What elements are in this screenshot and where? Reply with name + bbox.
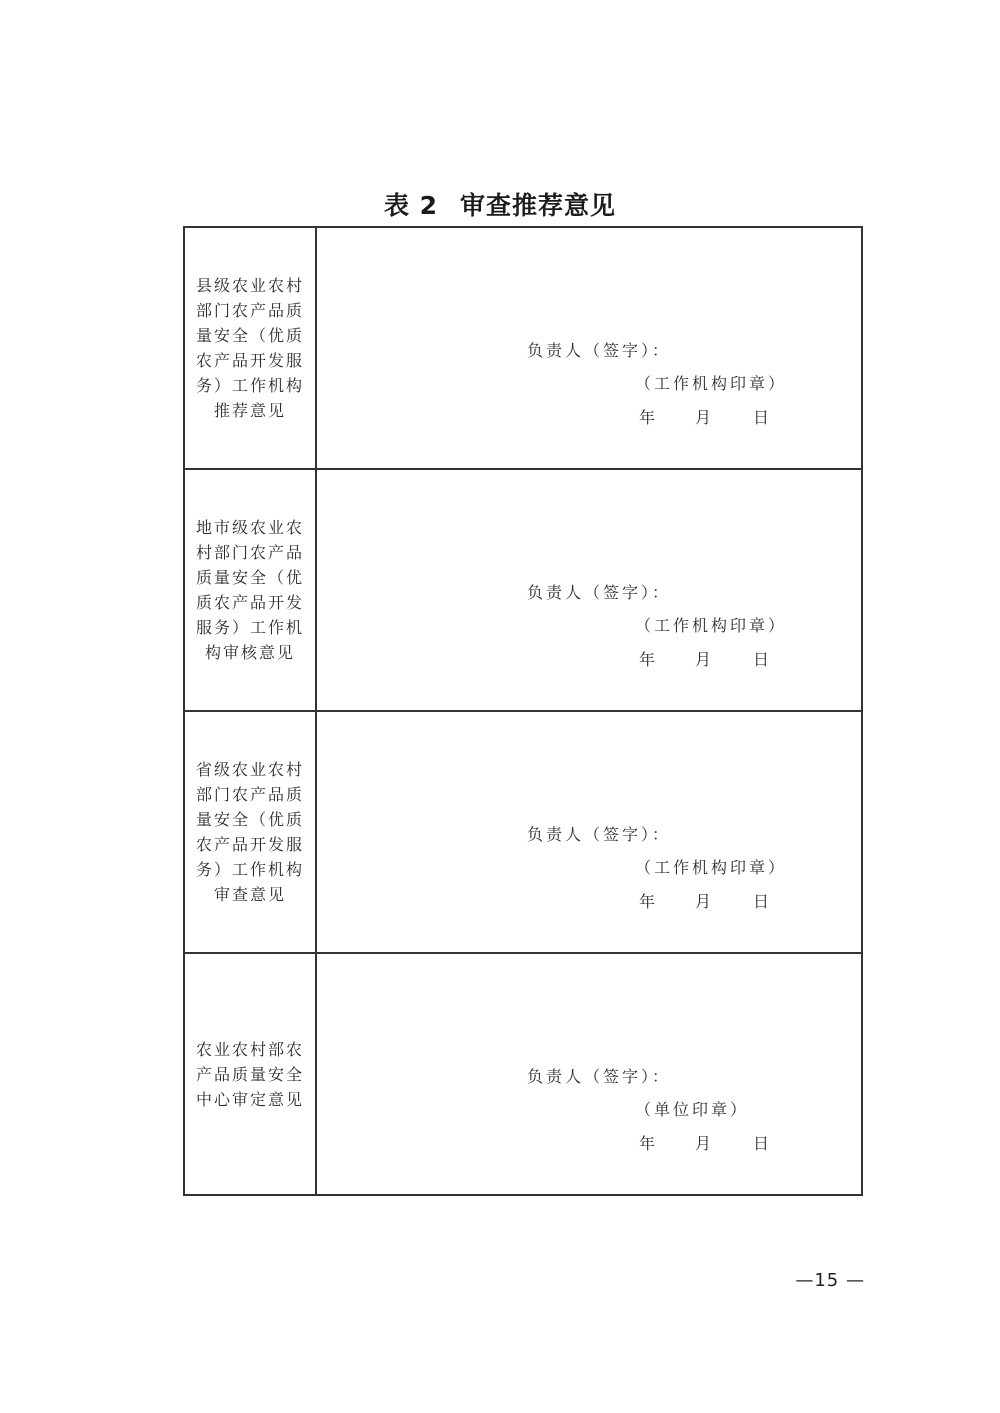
table-row-county	[185, 228, 861, 470]
opinion-field[interactable]	[317, 712, 861, 952]
year-label: 年	[639, 892, 656, 911]
date-line	[639, 889, 769, 912]
review-opinion-table	[183, 226, 863, 1196]
row-label: 地市级农业农村部门农产品质量安全（优质农产品开发服务）工作机构审核意见	[195, 518, 304, 662]
table-title-text: 审查推荐意见	[460, 191, 617, 220]
year-label: 年	[639, 1134, 656, 1153]
year-label: 年	[639, 408, 656, 427]
table-number: 表 2	[383, 191, 439, 220]
day-label: 日	[753, 650, 770, 669]
row-label-cell	[185, 712, 317, 952]
opinion-field[interactable]	[317, 954, 861, 1194]
seal-label: （工作机构印章）	[635, 858, 788, 877]
row-label-cell	[185, 954, 317, 1194]
signature-label: 负责人（签字）：	[527, 1067, 672, 1086]
row-label-cell	[185, 228, 317, 468]
row-label: 县级农业农村部门农产品质量安全（优质农产品开发服务）工作机构推荐意见	[195, 276, 304, 420]
table-row-province	[185, 712, 861, 954]
opinion-field[interactable]	[317, 470, 861, 710]
day-label: 日	[753, 408, 770, 427]
page-number: —15 —	[795, 1270, 865, 1291]
seal-label: （单位印章）	[635, 1100, 750, 1119]
date-line	[639, 647, 769, 670]
table-row-center	[185, 954, 861, 1194]
date-line	[639, 1131, 769, 1154]
row-label: 省级农业农村部门农产品质量安全（优质农产品开发服务）工作机构审查意见	[195, 760, 304, 904]
day-label: 日	[753, 892, 770, 911]
month-label: 月	[695, 892, 712, 911]
row-label: 农业农村部农产品质量安全中心审定意见	[195, 1039, 304, 1109]
date-line	[639, 405, 769, 428]
signature-label: 负责人（签字）：	[527, 341, 672, 360]
year-label: 年	[639, 650, 656, 669]
seal-label: （工作机构印章）	[635, 374, 788, 393]
row-label-cell	[185, 470, 317, 710]
month-label: 月	[695, 650, 712, 669]
signature-label: 负责人（签字）：	[527, 825, 672, 844]
month-label: 月	[695, 1134, 712, 1153]
seal-label: （工作机构印章）	[635, 616, 788, 635]
signature-label: 负责人（签字）：	[527, 583, 672, 602]
table-title	[0, 186, 1000, 222]
month-label: 月	[695, 408, 712, 427]
opinion-field[interactable]	[317, 228, 861, 468]
table-row-prefecture	[185, 470, 861, 712]
day-label: 日	[753, 1134, 770, 1153]
